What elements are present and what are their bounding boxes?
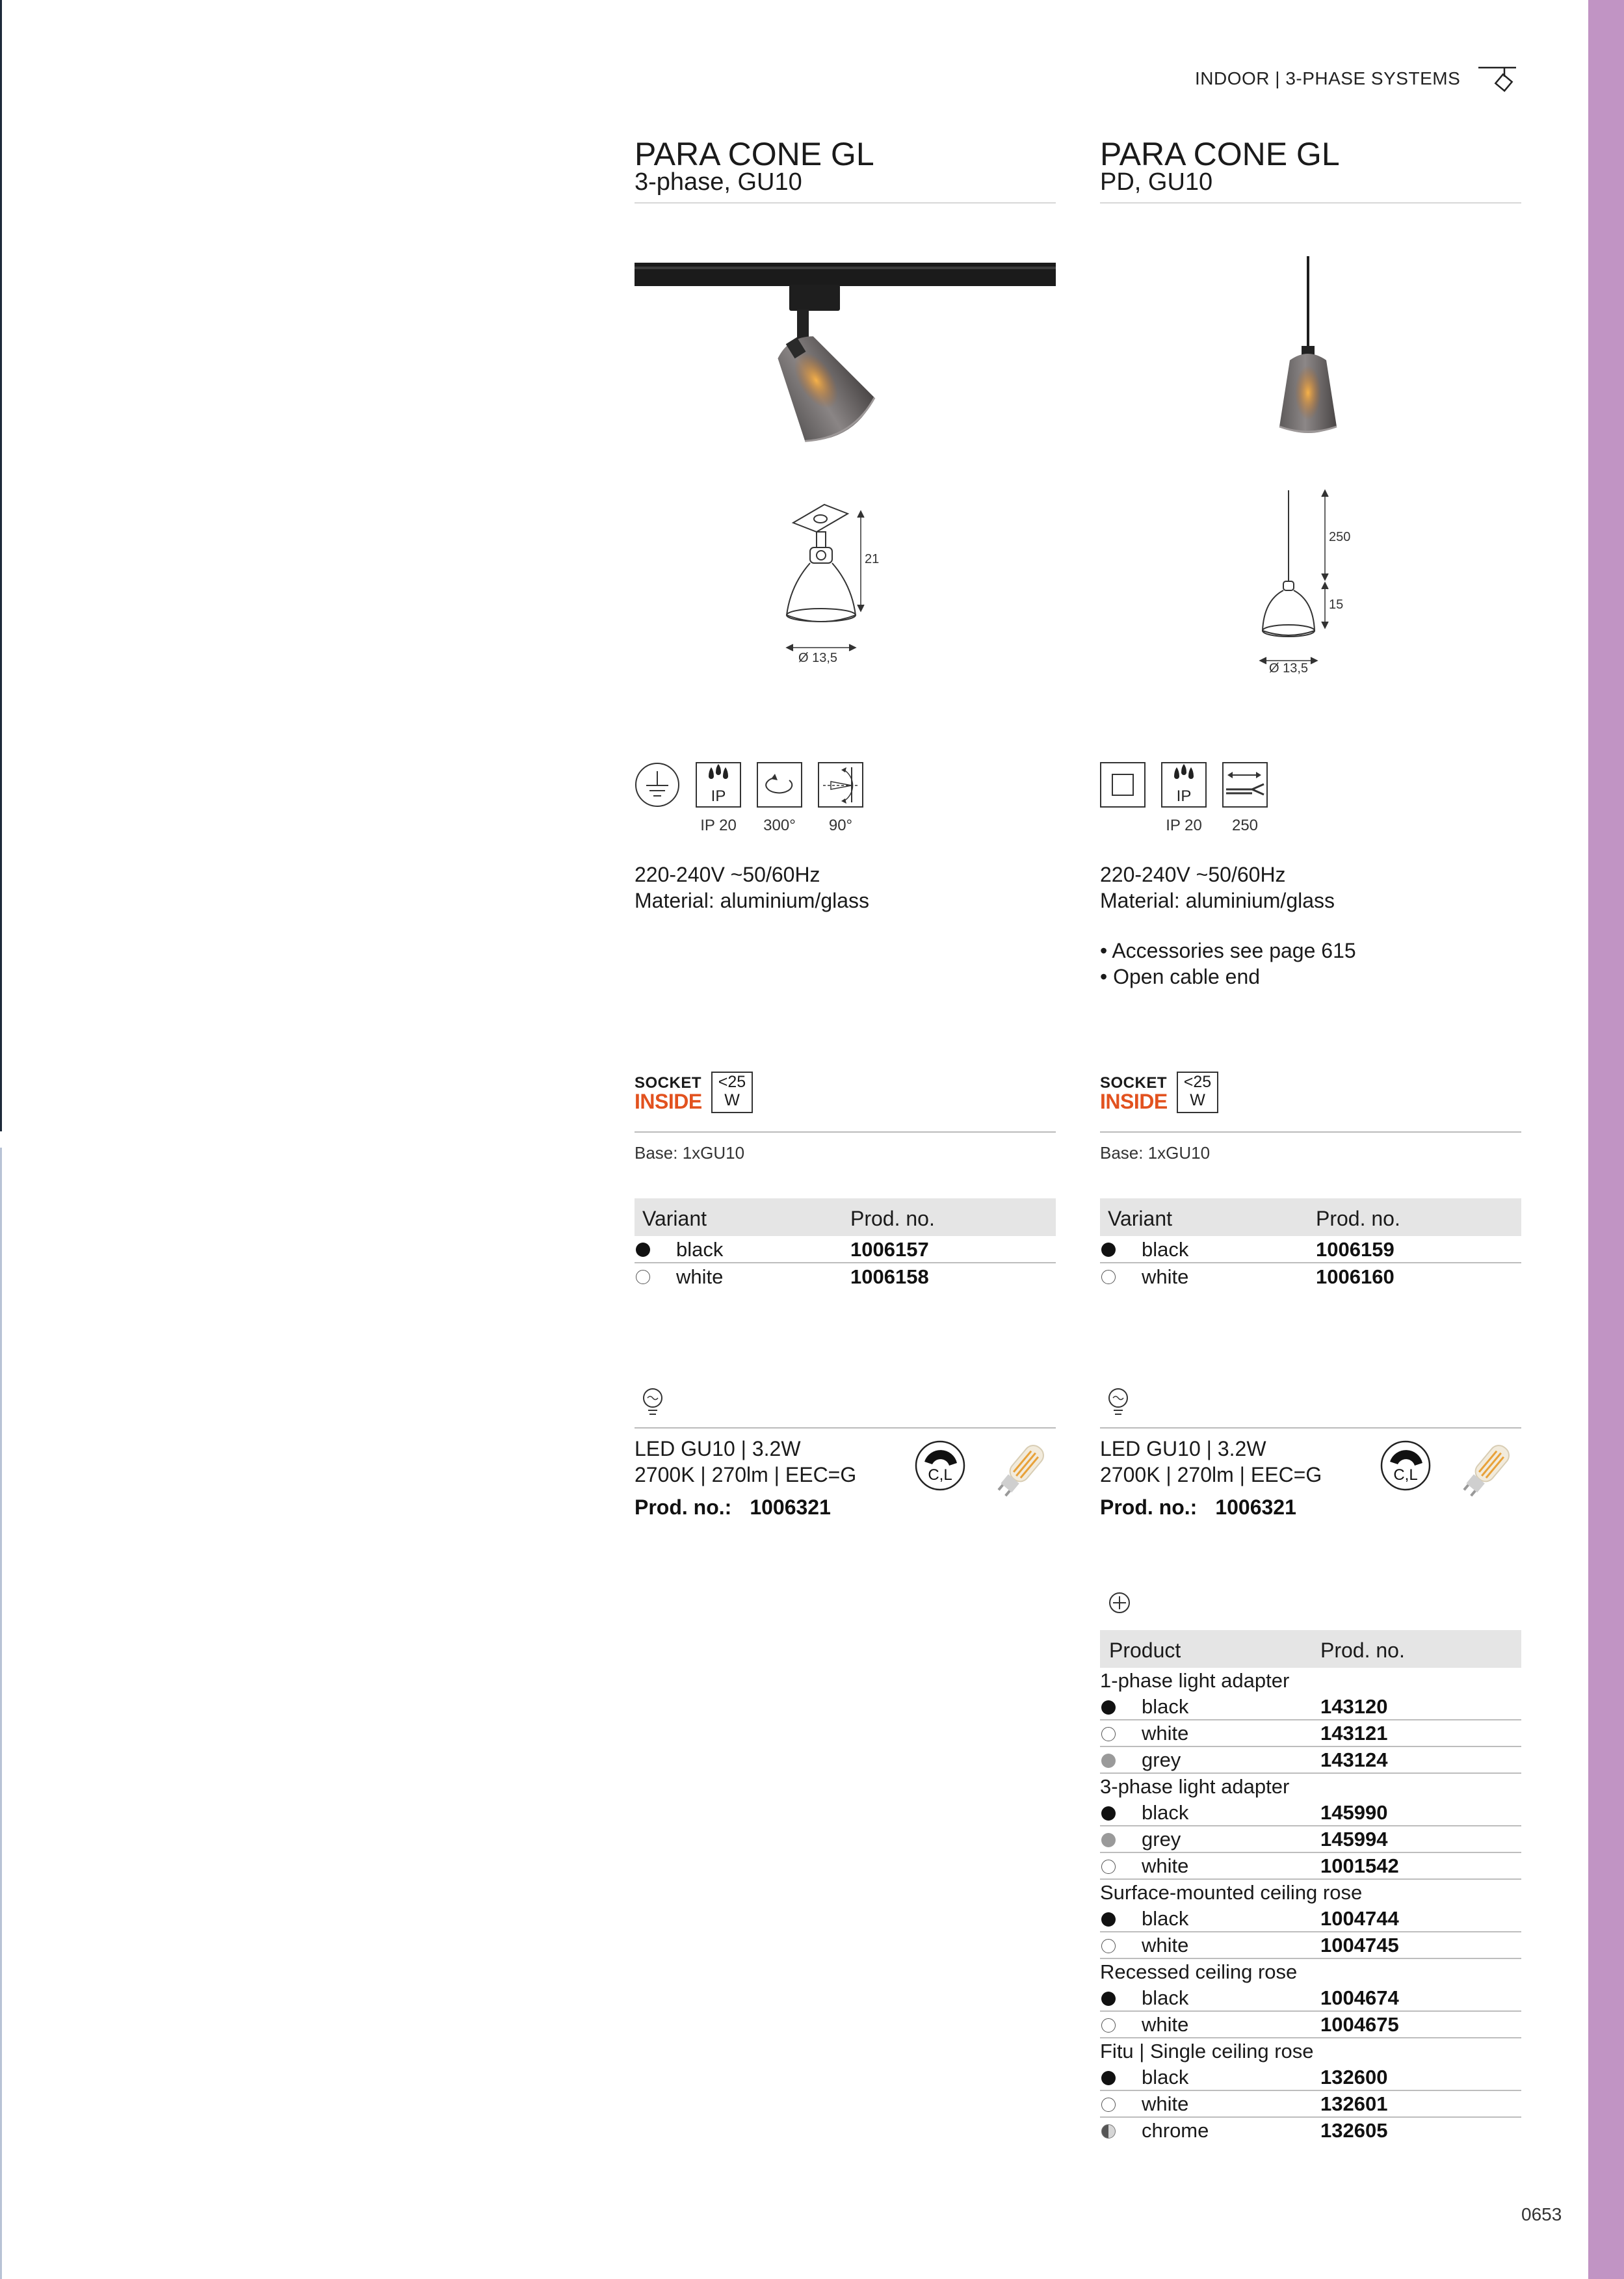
table-row	[1100, 1932, 1521, 1959]
lamp-spec	[1100, 1436, 1322, 1488]
accessory-group-title: Fitu | Single ceiling rose	[1100, 2040, 1314, 2062]
variant-name: white	[1142, 2013, 1189, 2036]
color-dot-black	[1101, 2071, 1116, 2085]
table-row	[1100, 1985, 1521, 2012]
light-bulb-icon	[641, 1387, 664, 1423]
color-dot-chrome	[1101, 2124, 1116, 2139]
watt-unit: W	[1190, 1091, 1205, 1109]
color-dot-grey	[1101, 1833, 1116, 1847]
accessory-plus-icon	[1108, 1591, 1131, 1618]
table-row	[1100, 1236, 1521, 1263]
lamp-light-data: 2700K | 270lm | EEC=G	[635, 1463, 857, 1486]
variant-name: white	[1142, 1854, 1189, 1877]
dimmable-label: C,L	[928, 1466, 952, 1484]
voltage-spec: 220-240V ~50/60Hz	[635, 863, 820, 886]
table-row	[635, 1236, 1056, 1263]
variant-name: white	[1142, 1265, 1189, 1288]
color-dot-white	[1101, 2098, 1116, 2112]
variant-column-header: Variant	[1108, 1207, 1173, 1230]
rotation-caption: 300°	[763, 817, 796, 834]
table-row	[1100, 1800, 1521, 1826]
color-dot-black	[1101, 1992, 1116, 2006]
table-row	[1100, 1747, 1521, 1774]
product-number: 1001542	[1320, 1854, 1399, 1877]
product-title: PARA CONE GL	[1100, 136, 1340, 172]
left-edge-strip	[0, 0, 2, 1131]
socket-word: SOCKET	[1100, 1074, 1168, 1092]
table-row	[1100, 1263, 1521, 1289]
product-number: 145994	[1320, 1828, 1388, 1851]
accessory-group-title: Surface-mounted ceiling rose	[1100, 1881, 1363, 1904]
table-row	[1100, 2012, 1521, 2038]
variant-table	[635, 1198, 1056, 1289]
diameter-dimension-label: Ø 13,5	[1269, 661, 1309, 676]
product-subtitle: 3-phase, GU10	[635, 168, 802, 196]
variant-name: black	[1142, 1907, 1189, 1930]
dimension-drawing	[765, 494, 934, 673]
variant-name: chrome	[1142, 2119, 1209, 2142]
product-number: 143121	[1320, 1722, 1388, 1745]
product-number: 1004674	[1320, 1986, 1399, 2009]
section-header: INDOOR | 3-PHASE SYSTEMS	[1195, 68, 1461, 88]
cable-length-icon	[1222, 762, 1268, 808]
socket-inside-badge	[1100, 1072, 1521, 1130]
variant-name: white	[1142, 1934, 1189, 1956]
variant-name: black	[1142, 1695, 1189, 1718]
product-title: PARA CONE GL	[635, 136, 874, 172]
variant-name: white	[1142, 2092, 1189, 2115]
color-dot-black	[1101, 1912, 1116, 1927]
variant-column-header: Variant	[642, 1207, 707, 1230]
color-dot-white	[1101, 1270, 1116, 1284]
table-row	[1100, 2064, 1521, 2091]
led-bulb-photo	[984, 1436, 1056, 1510]
symbol-row	[1100, 762, 1521, 840]
product-subtitle: PD, GU10	[1100, 168, 1213, 196]
product-number: 1006157	[850, 1238, 929, 1261]
table-row	[1100, 1720, 1521, 1747]
variant-table-header	[1100, 1198, 1521, 1236]
max-watt-box	[711, 1072, 753, 1113]
color-dot-black	[636, 1243, 650, 1257]
svg-text:IP: IP	[1176, 787, 1192, 805]
table-row	[1100, 1906, 1521, 1932]
protection-class-icon	[1100, 762, 1146, 808]
accessories-table-header	[1100, 1630, 1521, 1668]
lamp-spec	[635, 1436, 856, 1488]
variant-name: black	[1142, 1238, 1189, 1261]
table-row	[1100, 1694, 1521, 1720]
variant-name: white	[1142, 1722, 1189, 1745]
variant-table	[1100, 1198, 1521, 1289]
lamp-power: LED GU10 | 3.2W	[635, 1437, 801, 1460]
rotation-icon	[757, 762, 802, 808]
product-number: 1004745	[1320, 1934, 1399, 1956]
voltage-spec: 220-240V ~50/60Hz	[1100, 863, 1286, 886]
prod-no-column-header: Prod. no.	[850, 1207, 935, 1230]
color-dot-grey	[1101, 1754, 1116, 1768]
watt-unit: W	[724, 1091, 740, 1109]
prod-no-column-header: Prod. no.	[1320, 1639, 1405, 1662]
led-bulb-photo	[1450, 1436, 1521, 1510]
ip-rating-caption: IP 20	[1166, 817, 1202, 834]
product-number: 145990	[1320, 1801, 1388, 1824]
color-dot-black	[1101, 1806, 1116, 1821]
product-number: 1006158	[850, 1265, 929, 1288]
track-spotlight-photo	[635, 261, 1056, 460]
dimmable-icon	[1380, 1440, 1432, 1495]
title-divider	[1100, 202, 1521, 204]
product-number: 1004675	[1320, 2013, 1399, 2036]
dimmable-icon	[914, 1440, 966, 1495]
accessory-group-title: Recessed ceiling rose	[1100, 1960, 1298, 1983]
product-number: 132600	[1320, 2066, 1388, 2088]
lamp-product-number	[635, 1495, 831, 1520]
variant-name: black	[1142, 2066, 1189, 2088]
canopy-dimension-label: 15	[1329, 598, 1344, 612]
accessory-group-title: 1-phase light adapter	[1100, 1669, 1290, 1692]
table-row	[1100, 1853, 1521, 1880]
cable-end-note: • Open cable end	[1100, 965, 1261, 988]
color-dot-white	[1101, 2018, 1116, 2033]
product-number: 1006159	[1316, 1238, 1395, 1261]
variant-name: black	[1142, 1986, 1189, 2009]
lamp-prod-value: 1006321	[1215, 1495, 1296, 1519]
color-dot-black	[1101, 1243, 1116, 1257]
tilt-caption: 90°	[828, 817, 853, 834]
material-spec: Material: aluminium/glass	[1100, 889, 1335, 912]
color-dot-white	[1101, 1727, 1116, 1741]
diameter-dimension-label: Ø 13,5	[798, 651, 838, 665]
lamp-divider	[635, 1427, 1056, 1429]
base-info: Base: 1xGU10	[1100, 1143, 1211, 1163]
socket-inside-badge	[635, 1072, 1056, 1130]
color-dot-black	[1101, 1700, 1116, 1715]
base-info: Base: 1xGU10	[635, 1143, 745, 1163]
variant-name: black	[1142, 1801, 1189, 1824]
prod-no-column-header: Prod. no.	[1316, 1207, 1400, 1230]
ip-rating-icon	[1161, 762, 1207, 808]
variant-name: grey	[1142, 1748, 1181, 1771]
color-dot-white	[1101, 1860, 1116, 1874]
left-edge-strip-lower	[0, 1148, 2, 2279]
lamp-product-number	[1100, 1495, 1296, 1520]
inside-word: INSIDE	[635, 1090, 702, 1113]
ip-rating-caption: IP 20	[700, 817, 737, 834]
color-dot-white	[636, 1270, 650, 1284]
svg-text:IP: IP	[711, 787, 726, 805]
product-column-header: Product	[1109, 1639, 1181, 1662]
cable-length-caption: 250	[1231, 817, 1259, 834]
variant-table-header	[635, 1198, 1056, 1236]
protective-earth-icon	[635, 762, 680, 808]
page-number: 0653	[1521, 2204, 1562, 2224]
dimmable-label: C,L	[1393, 1466, 1418, 1484]
product-number: 132601	[1320, 2092, 1388, 2115]
product-number: 143124	[1320, 1748, 1388, 1771]
tilt-icon	[818, 762, 863, 808]
socket-divider	[635, 1131, 1056, 1133]
table-row	[1100, 2118, 1521, 2143]
product-number: 132605	[1320, 2119, 1388, 2142]
lamp-prod-label: Prod. no.:	[1100, 1495, 1198, 1519]
lamp-prod-label: Prod. no.:	[635, 1495, 732, 1519]
accessories-section	[1100, 1591, 1521, 2143]
track-spot-icon	[1477, 64, 1523, 98]
lamp-power: LED GU10 | 3.2W	[1100, 1437, 1266, 1460]
product-number: 1006160	[1316, 1265, 1395, 1288]
ip-rating-icon	[696, 762, 741, 808]
light-bulb-icon	[1107, 1387, 1130, 1423]
product-number: 1004744	[1320, 1907, 1399, 1930]
lamp-light-data: 2700K | 270lm | EEC=G	[1100, 1463, 1322, 1486]
inside-word: INSIDE	[1100, 1090, 1168, 1113]
accessories-note: • Accessories see page 615	[1100, 939, 1356, 962]
table-row	[1100, 1826, 1521, 1853]
title-divider	[635, 202, 1056, 204]
cable-dimension-label: 250	[1329, 530, 1351, 544]
color-dot-white	[1101, 1939, 1116, 1953]
table-row	[635, 1263, 1056, 1289]
symbol-row	[635, 762, 1056, 840]
variant-name: black	[676, 1238, 724, 1261]
max-watt-value: <25	[1183, 1073, 1212, 1091]
max-watt-value: <25	[718, 1073, 746, 1091]
product-number: 143120	[1320, 1695, 1388, 1718]
accessory-group-title: 3-phase light adapter	[1100, 1775, 1290, 1798]
chapter-color-band	[1588, 0, 1624, 2279]
lamp-divider	[1100, 1427, 1521, 1429]
pendant-light-photo	[1250, 254, 1367, 445]
table-row	[1100, 2091, 1521, 2118]
socket-word: SOCKET	[635, 1074, 702, 1092]
lamp-prod-value: 1006321	[750, 1495, 831, 1519]
material-spec: Material: aluminium/glass	[635, 889, 870, 912]
max-watt-box	[1177, 1072, 1218, 1113]
variant-name: grey	[1142, 1828, 1181, 1851]
socket-divider	[1100, 1131, 1521, 1133]
variant-name: white	[676, 1265, 724, 1288]
dimension-drawing	[1244, 486, 1374, 685]
height-dimension-label: 21	[865, 552, 880, 566]
